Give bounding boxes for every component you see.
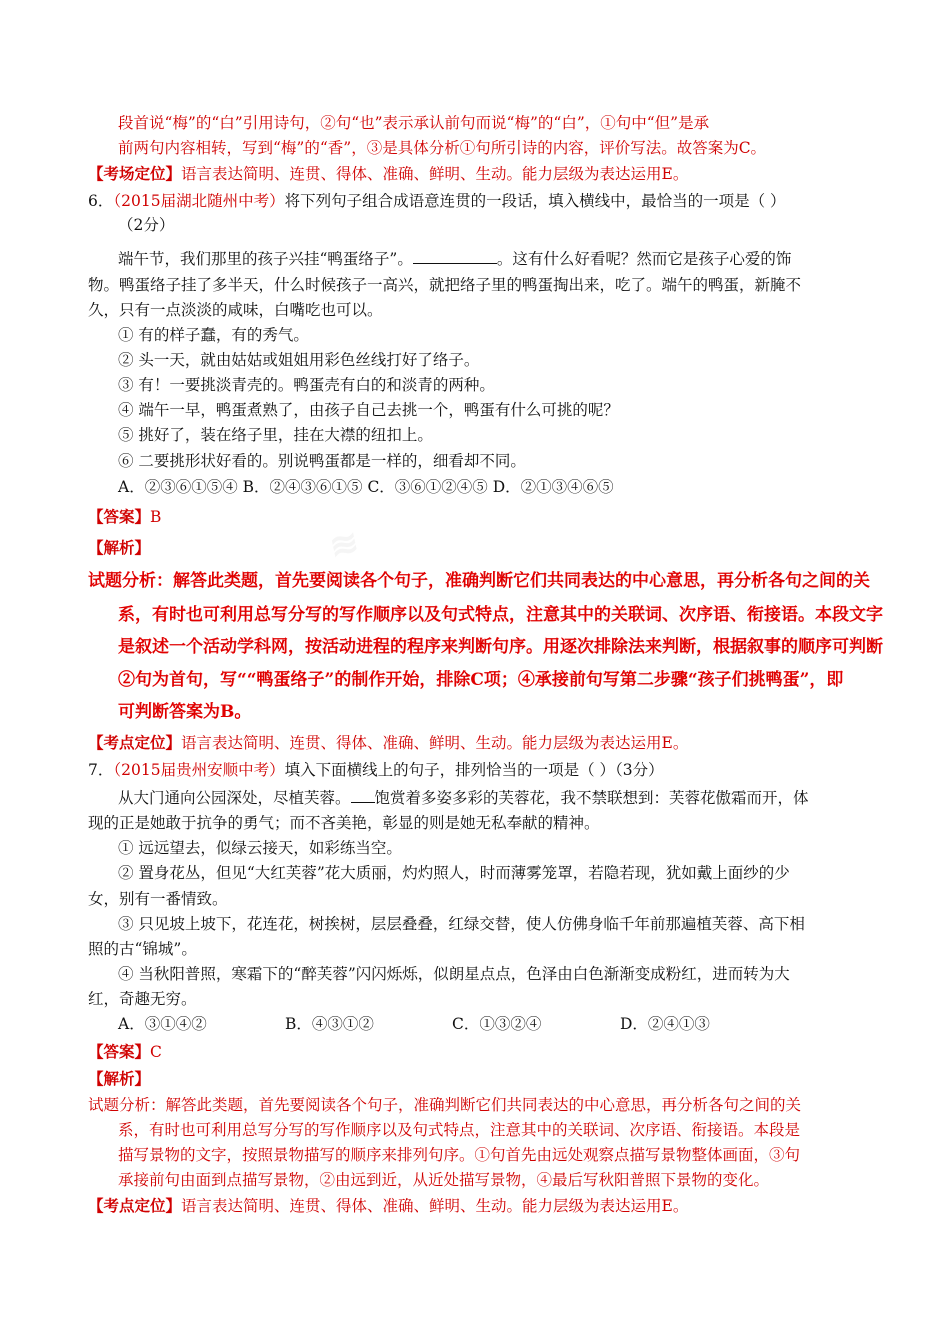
q7-answer: 【答案】C — [88, 1042, 162, 1061]
q6-analysis-line-2: 系，有时也可利用总写分写的写作顺序以及句式特点，注意其中的关联词、次序语、衔接语。本段文字 — [118, 605, 883, 625]
q7-sentence-2a: ② 置身花丛，但见“大红芙蓉”花大质丽，灼灼照人，时而薄雾笼罩，若隐若现，犹如戴上面纱的少 — [118, 864, 790, 882]
q6-score: （2分） — [118, 216, 175, 234]
q7-sentence-2b: 女，别有一番情致。 — [88, 890, 228, 908]
q6-passage-line-3: 久，只有一点淡淡的咸味，白嘴吃也可以。 — [88, 301, 383, 319]
q7-analysis-line-3: 描写景物的文字，按照景物描写的顺序来排列句序。①句首先由远处观察点描写景物整体画面，③句 — [118, 1146, 801, 1164]
q6-analysis-line-5: 可判断答案为B。 — [118, 702, 252, 722]
q6-options: A．②③⑥①⑤④ B．②④③⑥①⑤ C．③⑥①②④⑤ D．②①③④⑥⑤ — [118, 478, 614, 496]
q7-analysis-line-2: 系，有时也可利用总写分写的写作顺序以及句式特点，注意其中的关联词、次序语、衔接语。本段是 — [118, 1121, 801, 1139]
q7-blank — [351, 788, 375, 803]
q6-sentence-6: ⑥ 二要挑形状好看的。别说鸭蛋都是一样的，细看却不同。 — [118, 452, 526, 470]
q6-answer: 【答案】B — [88, 507, 162, 526]
q7-passage-line-1: 从大门通向公园深处，尽植芙蓉。 饱赏着多姿多彩的芙蓉花，我不禁联想到：芙蓉花傲霜而开，体 — [118, 789, 809, 807]
q7-analysis-line-4: 承接前句由面到点描写景物，②由远到近，从近处描写景物，④最后写秋阳普照下景物的变化。 — [118, 1171, 770, 1189]
q7-sentence-4b: 红，奇趣无穷。 — [88, 990, 197, 1008]
q7-analysis-label: 【解析】 — [88, 1069, 151, 1088]
q7-sentence-1: ① 远远望去，似绿云接天，如彩练当空。 — [118, 839, 402, 857]
q6-stem: 6．（2015届湖北随州中考）将下列句子组合成语意连贯的一段话，填入横线中，最恰当的一项是（ ） — [88, 192, 786, 210]
q6-analysis-line-4: ②句为首句，写““鸭蛋络子”的制作开始，排除C项；④承接前句写第二步骤“孩子们挑鸭蛋”，即 — [118, 670, 844, 690]
q6-sentence-3: ③ 有！一要挑淡青壳的。鸭蛋壳有白的和淡青的两种。 — [118, 376, 495, 394]
prev-analysis-line-1: 段首说“梅”的“白”引用诗句，②句“也”表示承认前句而说“梅”的“白”，①句中“但”是承 — [118, 114, 710, 132]
q6-passage-line-2: 物。鸭蛋络子挂了多半天，什么时候孩子一高兴，就把络子里的鸭蛋掏出来，吃了。端午的鸭蛋，新腌不 — [88, 276, 802, 294]
q7-sentence-3a: ③ 只见坡上坡下，花连花，树挨树，层层叠叠，红绿交替，使人仿佛身临千年前那遍植芙蓉、高下相 — [118, 915, 805, 933]
q6-analysis-label: 【解析】 — [88, 538, 151, 557]
q7-analysis-line-1: 试题分析：解答此类题，首先要阅读各个句子，准确判断它们共同表达的中心意思，再分析各句之间的关 — [88, 1096, 802, 1114]
q7-option-c: C．①③②④ — [452, 1015, 542, 1033]
q7-sentence-4a: ④ 当秋阳普照，寒霜下的“醉芙蓉”闪闪烁烁，似朗星点点，色泽由白色渐渐变成粉红，进而转为大 — [118, 965, 790, 983]
q7-option-b: B．④③①② — [285, 1015, 374, 1033]
prev-location: 【考场定位】语言表达简明、连贯、得体、准确、鲜明、生动。能力层级为表达运用E。 — [88, 164, 689, 183]
q6-passage-line-1: 端午节，我们那里的孩子兴挂“鸭蛋络子”。 。这有什么好看呢？然而它是孩子心爱的饰 — [118, 250, 792, 268]
watermark: ≋ — [326, 522, 363, 568]
q7-option-d: D．②④①③ — [620, 1015, 710, 1033]
q7-option-a: A．③①④② — [118, 1015, 207, 1033]
q6-sentence-5: ⑤ 挑好了，装在络子里，挂在大襟的纽扣上。 — [118, 426, 433, 444]
q7-location: 【考点定位】语言表达简明、连贯、得体、准确、鲜明、生动。能力层级为表达运用E。 — [88, 1196, 689, 1215]
q6-sentence-1: ① 有的样子蠢，有的秀气。 — [118, 326, 309, 344]
q6-blank — [413, 249, 497, 264]
q6-analysis-line-3: 是叙述一个活动学科网，按活动进程的程序来判断句序。用逐次排除法来判断，根据叙事的顺序可判断 — [118, 637, 883, 657]
q7-passage-line-2: 现的正是她敢于抗争的勇气；而不吝美艳，彰显的则是她无私奉献的精神。 — [88, 814, 600, 832]
q7-sentence-3b: 照的古“锦城”。 — [88, 940, 197, 958]
q6-location: 【考点定位】语言表达简明、连贯、得体、准确、鲜明、生动。能力层级为表达运用E。 — [88, 733, 689, 752]
q7-stem: 7．（2015届贵州安顺中考）填入下面横线上的句子，排列恰当的一项是（ ）（3分） — [88, 761, 664, 779]
q6-analysis-line-1: 试题分析：解答此类题，首先要阅读各个句子，准确判断它们共同表达的中心意思，再分析各句之间的关 — [88, 571, 870, 591]
prev-analysis-line-2: 前两句内容相转，写到“梅”的“香”，③是具体分析①句所引诗的内容，评价写法。故答案为C。 — [118, 139, 767, 157]
q6-sentence-4: ④ 端午一早，鸭蛋煮熟了，由孩子自己去挑一个，鸭蛋有什么可挑的呢？ — [118, 401, 619, 419]
q6-sentence-2: ② 头一天，就由姑姑或姐姐用彩色丝线打好了络子。 — [118, 351, 480, 369]
